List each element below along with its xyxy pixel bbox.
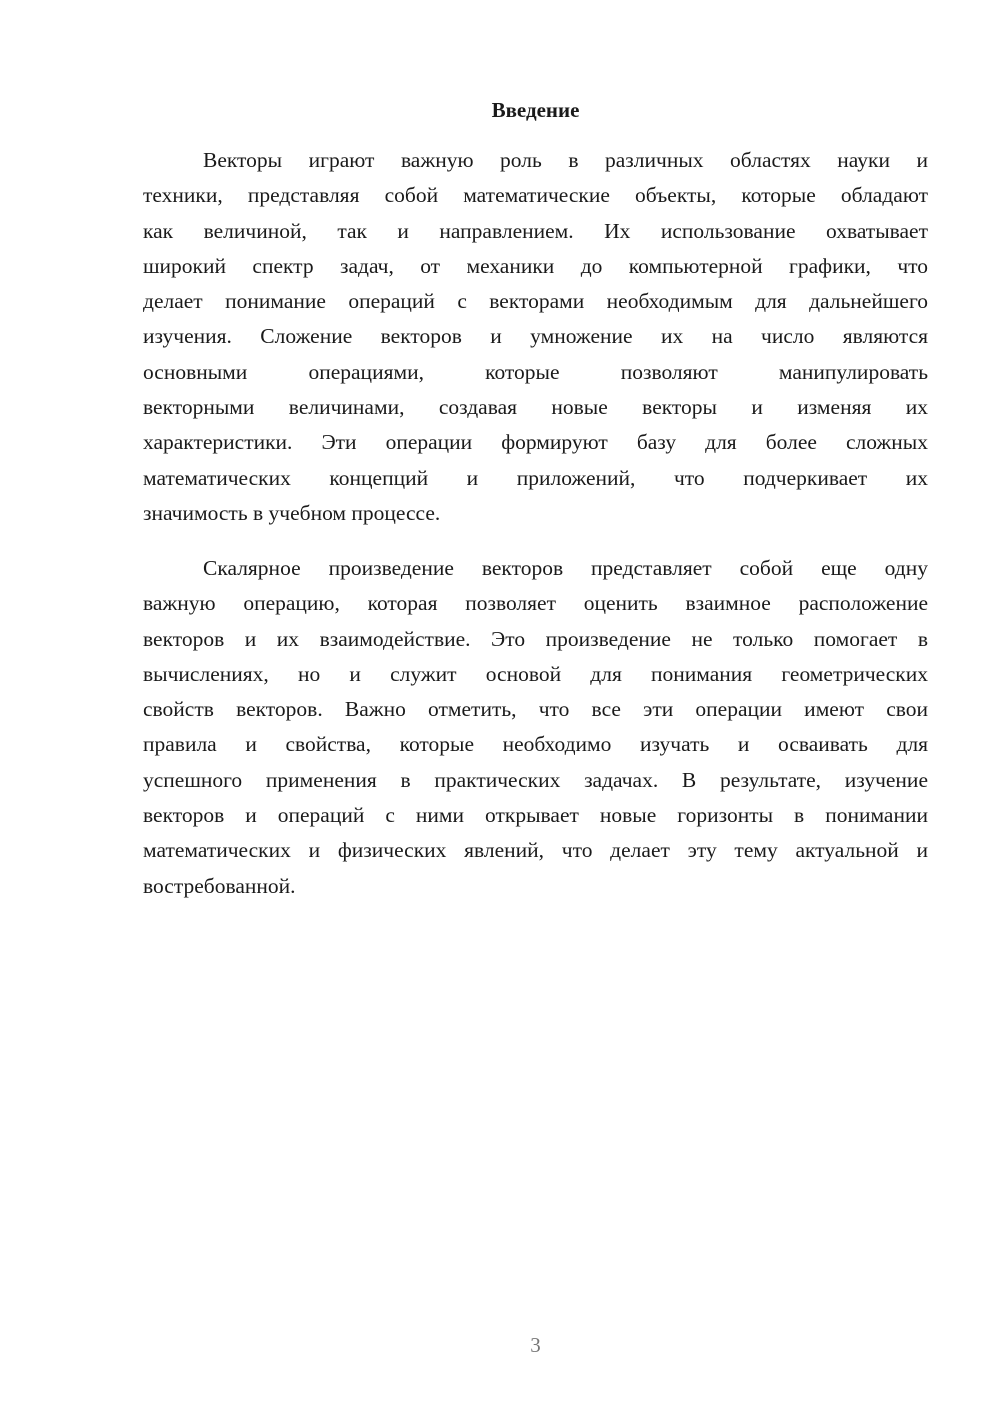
text-line: векторов и операций с ними открывает новые горизонты в понимании	[143, 803, 928, 828]
text-line: Скалярное произведение векторов представляет собой еще одну	[203, 556, 928, 580]
text-line: успешного применения в практических задачах. В результате, изучение	[143, 767, 928, 792]
section-title: Введение	[491, 98, 580, 122]
text-line: векторов и их взаимодействие. Это произведение не только помогает в	[143, 626, 928, 651]
text-line: востребованной.	[143, 873, 296, 898]
text-line: вычислениях, но и служит основой для понимания геометрических	[143, 661, 928, 686]
text-line: математических и физических явлений, что делает эту тему актуальной и	[143, 838, 928, 863]
text-line: основными операциями, которые позволяют манипулировать	[143, 359, 928, 384]
text-line: как величиной, так и направлением. Их использование охватывает	[143, 218, 928, 243]
text-line: векторными величинами, создавая новые векторы и изменяя их	[143, 395, 928, 420]
text-line: математических концепций и приложений, что подчеркивает их	[143, 465, 928, 490]
paragraph-1	[143, 143, 928, 531]
text-line: изучения. Сложение векторов и умножение их на число являются	[143, 324, 928, 349]
text-line: Векторы играют важную роль в различных областях науки и	[203, 148, 928, 172]
paragraph-2	[143, 551, 928, 904]
text-line: важную операцию, которая позволяет оценить взаимное расположение	[143, 591, 928, 616]
text-line: широкий спектр задач, от механики до компьютерной графики, что	[143, 253, 928, 278]
text-line: значимость в учебном процессе.	[143, 500, 441, 525]
page-number: 3	[530, 1333, 541, 1357]
text-line: свойств векторов. Важно отметить, что все эти операции имеют свои	[143, 697, 928, 722]
text-line: делает понимание операций с векторами необходимым для дальнейшего	[143, 289, 928, 314]
text-line: техники, представляя собой математические объекты, которые обладают	[143, 183, 928, 208]
text-line: характеристики. Эти операции формируют базу для более сложных	[143, 430, 928, 455]
text-line: правила и свойства, которые необходимо изучать и осваивать для	[143, 732, 928, 757]
